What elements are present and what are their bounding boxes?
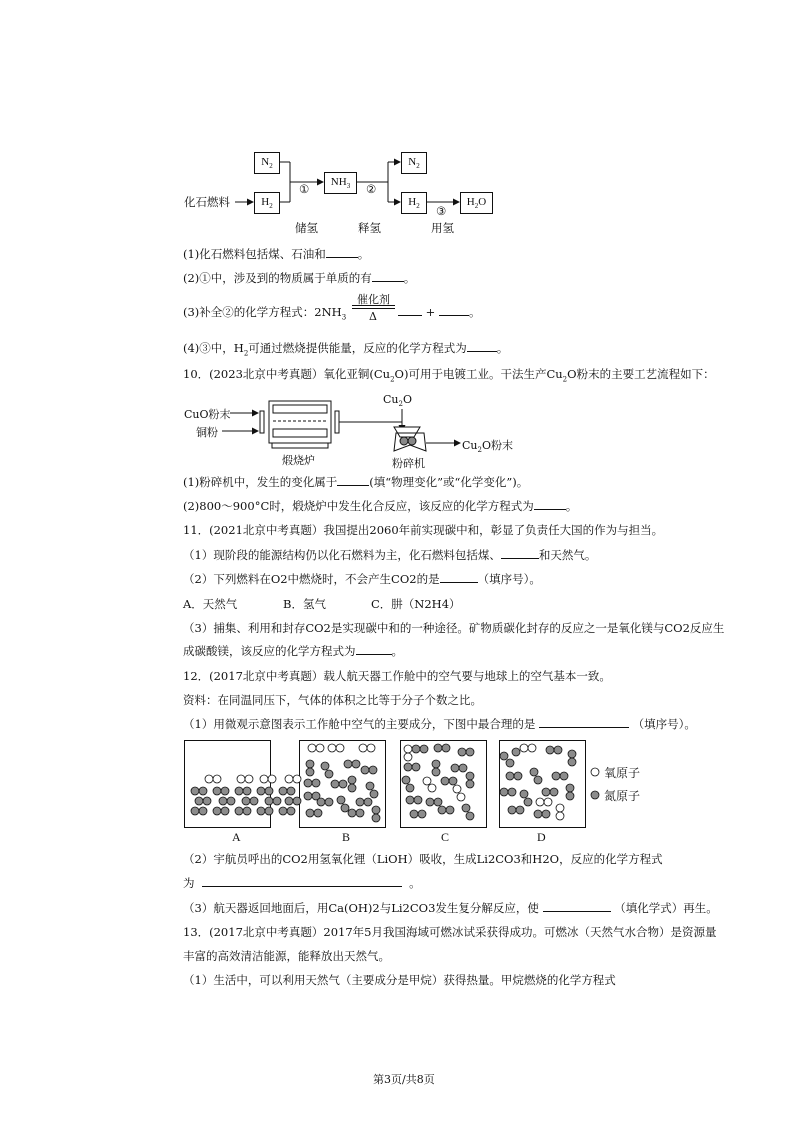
h2-box-right: $H_2$: [401, 192, 427, 214]
q11-part1: （1）现阶段的能源结构仍以化石燃料为主，化石燃料包括煤、 和天然气。: [183, 548, 597, 562]
cu2o-top-label: $Cu_2O$: [383, 393, 413, 409]
fuel-label: 化石燃料: [184, 195, 230, 209]
panel-label-a: A: [232, 830, 241, 844]
q12-part3: （3）航天器返回地面后，用Ca(OH)2与Li2CO3发生复分解反应，使 （填化学式）再生。: [183, 901, 718, 915]
n2-box-left: $N_2$: [254, 152, 280, 174]
page-footer: 第3页/共8页: [373, 1073, 435, 1086]
cu2o-process-diagram: [180, 385, 520, 475]
q12-part2: （2）宇航员呼出的CO2用氢氧化锂（LiOH）吸收，生成Li2CO3和H2O，反应的化学方程式: [183, 852, 663, 866]
legend-nitrogen-atom: 氮原子: [604, 789, 641, 803]
molecule-dots: [180, 736, 600, 830]
input-cuo-powder: CuO粉末: [184, 408, 231, 421]
q10-part2: (2)800～900°C时，煅烧炉中发生化合反应，该反应的化学方程式为 。: [183, 499, 578, 513]
input-copper-powder: 铜粉: [196, 426, 218, 439]
furnace-label: 煅烧炉: [282, 454, 315, 467]
q12-part2-cont: 为 。: [183, 876, 421, 890]
legend-oxygen-atom: 氧原子: [604, 766, 641, 780]
step-1-label: ①: [299, 182, 310, 196]
q11-option-c: C．肼（N2H4）: [371, 597, 461, 611]
q13-stem-cont: 丰富的高效清洁能源，能释放出天然气。: [183, 949, 390, 963]
n2-box-right: $N_2$: [401, 152, 427, 174]
nh3-box: $NH_3$: [324, 172, 357, 194]
step-3-label: ③: [436, 204, 447, 218]
q11-stem: 11．(2021北京中考真题）我国提出2060年前实现碳中和，彰显了负责任大国的作为与担当。: [183, 523, 664, 537]
q11-part3-cont: 成碳酸镁，该反应的化学方程式为 。: [183, 644, 403, 658]
q11-part3: （3）捕集、利用和封存CO2是实现碳中和的一种途径。矿物质碳化封存的反应之一是氧化镁与CO2反应生: [183, 621, 725, 635]
step-2-label: ②: [366, 182, 377, 196]
h2o-box: $H_2O$: [460, 192, 493, 214]
cu2o-powder-product: $Cu_2O$粉末: [462, 439, 514, 455]
q13-part1: （1）生活中，可以利用天然气（主要成分是甲烷）获得热量。甲烷燃烧的化学方程式: [183, 973, 616, 987]
q9-equation-bar: [352, 305, 395, 309]
q12-stem: 12．(2017北京中考真题）载人航天器工作舱中的空气要与地球上的空气基本一致。: [183, 669, 611, 683]
q12-part1: （1）用微观示意图表示工作舱中空气的主要成分，下图中最合理的是 （填序号）。: [183, 717, 696, 731]
panel-label-c: C: [441, 830, 450, 844]
crusher-label: 粉碎机: [392, 457, 425, 470]
q9-part1: (1)化石燃料包括煤、石油和 。: [183, 247, 370, 261]
q9-part2: (2)①中，涉及到的物质属于单质的有 。: [183, 271, 416, 285]
q9-catalyst: 催化剂: [357, 293, 390, 306]
q11-option-b: B．氢气: [283, 597, 326, 611]
q10-part1: (1)粉碎机中，发生的变化属于 (填“物理变化”或“化学变化”)。: [183, 475, 529, 489]
q11-option-a: A．天然气: [183, 597, 238, 611]
release-label: 释氢: [358, 221, 381, 235]
q9-part4: (4)③中，$H_2$可通过燃烧提供能量，反应的化学方程式为 。: [183, 341, 509, 358]
store-label: 储氢: [295, 221, 318, 235]
q10-stem: 10．(2023北京中考真题）氧化亚铜$(Cu_2O)$可用于电镀工业。干法生产$Cu_2O$粉末的主要工艺流程如下：: [183, 367, 715, 384]
panel-label-b: B: [342, 830, 351, 844]
h2-box-left: $H_2$: [254, 192, 280, 214]
panel-label-d: D: [537, 830, 546, 844]
q9-part3: (3)补全②的化学方程式：$2NH_3$: [183, 305, 347, 322]
q13-stem: 13．(2017北京中考真题）2017年5月我国海域可燃冰试采获得成功。可燃冰（天然气水合物）是资源量: [183, 925, 717, 939]
use-label: 用氢: [431, 221, 454, 235]
q9-delta: Δ: [369, 310, 377, 323]
q11-part2: （2）下列燃料在O2中燃烧时，不会产生CO2的是 （填序号）。: [183, 572, 541, 586]
q12-info: 资料：在同温同压下，气体的体积之比等于分子个数之比。: [183, 693, 482, 707]
q9-part3-products: + 。: [398, 304, 480, 320]
